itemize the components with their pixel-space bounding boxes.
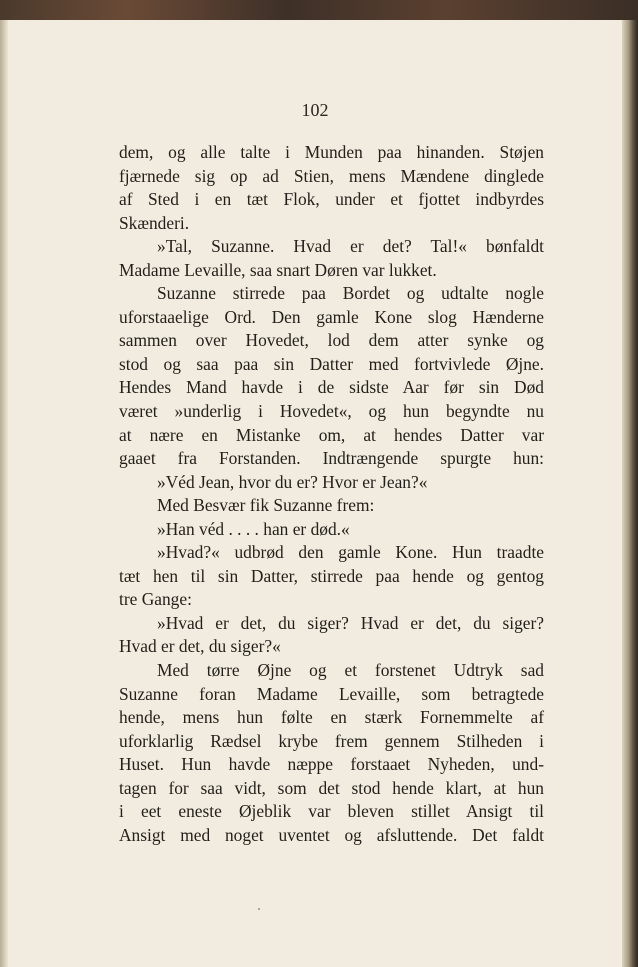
text-line: »Tal, Suzanne. Hvad er det? Tal!« bønfaldt	[157, 236, 544, 257]
text-line: »Han véd . . . . han er død.«	[157, 518, 350, 539]
print-speck	[258, 908, 260, 910]
body-text	[119, 141, 544, 847]
text-line: Hvad er det, du siger?«	[119, 636, 281, 657]
text-line: uforklarlig Rædsel krybe frem gennem Stilheden i	[119, 730, 544, 751]
text-line: Hendes Mand havde i de sidste Aar før sin Død	[119, 377, 544, 398]
page-number: 102	[301, 100, 329, 120]
text-line: Huset. Hun havde næppe forstaaet Nyheden, und-	[119, 754, 544, 775]
text-line: været »underlig i Hovedet«, og hun begyndte nu	[119, 401, 544, 422]
text-line: Skænderi.	[119, 212, 190, 233]
text-line: at nære en Mistanke om, at hendes Datter var	[119, 424, 544, 445]
book-spine-edge	[622, 20, 638, 967]
text-line: Med tørre Øjne og et forstenet Udtryk sad	[157, 660, 544, 681]
text-line: Madame Levaille, saa snart Døren var lukket.	[119, 259, 437, 280]
text-line: fjærnede sig op ad Stien, mens Mændene dinglede	[119, 165, 544, 186]
book-top-edge	[0, 0, 638, 20]
text-line: gaaet fra Forstanden. Indtrængende spurgte hun:	[119, 448, 544, 469]
book-page	[8, 20, 622, 967]
text-line: uforstaaelige Ord. Den gamle Kone slog Hænderne	[119, 306, 544, 327]
text-line: stod og saa paa sin Datter med fortvivlede Øjne.	[119, 353, 544, 374]
text-line: »Hvad?« udbrød den gamle Kone. Hun traadte	[157, 542, 544, 563]
text-line: tæt hen til sin Datter, stirrede paa hende og gentog	[119, 565, 544, 586]
text-line: tre Gange:	[119, 589, 192, 610]
text-line: sammen over Hovedet, lod dem atter synke og	[119, 330, 544, 351]
text-line: dem, og alle talte i Munden paa hinanden. Støjen	[119, 142, 544, 162]
text-line: Med Besvær fik Suzanne frem:	[157, 495, 375, 516]
text-line: tagen for saa vidt, som det stod hende klart, at hun	[119, 777, 544, 798]
text-line: af Sted i en tæt Flok, under et fjottet indbyrdes	[119, 189, 544, 210]
text-line: Suzanne stirrede paa Bordet og udtalte nogle	[157, 283, 544, 304]
text-line: »Hvad er det, du siger? Hvad er det, du siger?	[157, 612, 544, 633]
text-line: i eet eneste Øjeblik var bleven stillet Ansigt til	[119, 801, 544, 822]
text-line: Ansigt med noget uventet og afsluttende. Det faldt	[119, 824, 544, 845]
page-left-margin-edge	[0, 20, 8, 967]
text-line: hende, mens hun følte en stærk Fornemmelte af	[119, 707, 544, 728]
text-line: »Véd Jean, hvor du er? Hvor er Jean?«	[157, 471, 428, 492]
text-line: Suzanne foran Madame Levaille, som betragtede	[119, 683, 544, 704]
